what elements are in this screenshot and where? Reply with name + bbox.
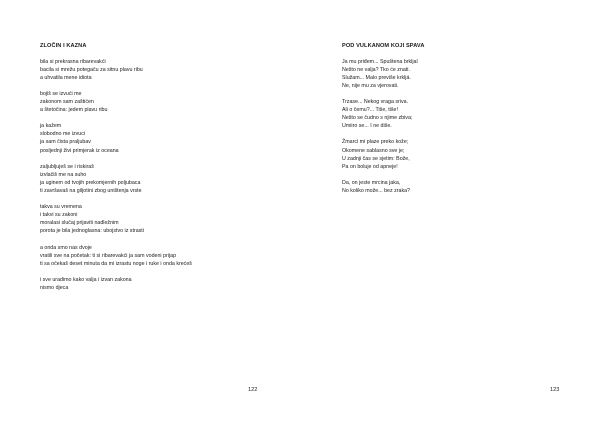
poem-line: Služam... Malo previše krkljá. <box>342 74 411 81</box>
poem-line: Umiiro se... I ne diše. <box>342 123 392 130</box>
poem-line: takva su vremena <box>40 204 82 211</box>
stanza <box>342 98 582 130</box>
poem-line: Ali o čemu?... Tiše, tiše! <box>342 107 398 114</box>
poem-line: porota je bila jednoglasna: ubojstvo iz strasti <box>40 228 144 235</box>
poem-line: Nešto ne valja? Tko će znati. <box>342 66 410 73</box>
poem-body <box>40 58 290 301</box>
poem-line: U zadnji čas se sjetim: Bože, <box>342 155 410 162</box>
poem-line: ja uginem od tvojih prekomjernih poljubaca <box>40 179 141 186</box>
poem-line: Pa on boluje od apneje! <box>342 163 398 170</box>
stanza <box>40 122 290 154</box>
poem-line: Žmarci mi plaze preko kože; <box>342 139 409 146</box>
poem-line: bila si prekrasna ribarevakći <box>40 58 106 65</box>
page-number: 123 <box>550 387 560 393</box>
stanza <box>342 138 582 170</box>
poem-line: a štetočina: jedem plavu ribu <box>40 107 108 114</box>
poem-line: No koliko može... bez zraka? <box>342 188 411 194</box>
poem-title: ZLOČIN I KAZNA <box>40 43 87 49</box>
poem-line: ja kažem <box>40 123 62 130</box>
poem-line: posljednji živi primjerak iz oceana <box>40 147 119 154</box>
poem-line: ti završavaš na giljotini zbog uništenja vrste <box>40 188 142 194</box>
poem-line: slobodno me izvuci <box>40 131 86 138</box>
poem-line: bacila si mrežu potegaču za sitnu plavu ribu <box>40 66 143 73</box>
stanza <box>40 163 290 195</box>
page-number: 122 <box>248 387 258 393</box>
poem-line: ti sa očekaš deset minuta da mi izrastu noge i ruke i onda krećeš <box>40 260 192 267</box>
stanza <box>40 203 290 235</box>
poem-line: i sve uradimo kako valja i izvan zakona <box>40 277 132 284</box>
poem-line: nismo djeca <box>40 285 69 292</box>
poem-line: Ne, nije mu za vjerovati. <box>342 82 399 89</box>
stanza <box>342 179 582 195</box>
stanza <box>342 58 582 90</box>
poem-line: moralasi slučaj prijaviti nadležnim <box>40 220 119 227</box>
stanza <box>40 276 290 292</box>
poem-line: bojiš se izvući me <box>40 90 82 97</box>
poem-line: ja sam čista praljubav <box>40 139 91 146</box>
poem-line: a onda smo nas dvoje <box>40 244 92 251</box>
stanza <box>40 90 290 114</box>
poem-body <box>342 58 582 204</box>
poem-line: Trzase... Nekog vraga sriva. <box>342 98 409 105</box>
poem-line: Ja mu priđem... Spuštena brkljal <box>342 58 418 65</box>
right-page <box>300 0 600 423</box>
poem-line: Da, on jeste mrcina jaka, <box>342 179 401 186</box>
poem-line: izvlačiš me na suho <box>40 171 87 178</box>
stanza <box>40 58 290 82</box>
poem-line: a uhvatila mene idiota <box>40 74 92 81</box>
poem-line: i takvi su zakoni <box>40 212 78 219</box>
poem-line: zakonom sam zaštićen <box>40 98 94 105</box>
poem-title: POD VULKANOM KOJI SPAVA <box>342 43 425 49</box>
poem-line: vratili sve na početak: ti si ribarevakći ja sam vodeni prijap <box>40 252 177 259</box>
stanza <box>40 244 290 268</box>
poem-line: Okomene sablasno sve je; <box>342 147 405 154</box>
poem-line: Nešto se čudno s njime zbiva; <box>342 115 413 122</box>
poem-line: zaljubljuješ se i riskiraš <box>40 163 94 170</box>
